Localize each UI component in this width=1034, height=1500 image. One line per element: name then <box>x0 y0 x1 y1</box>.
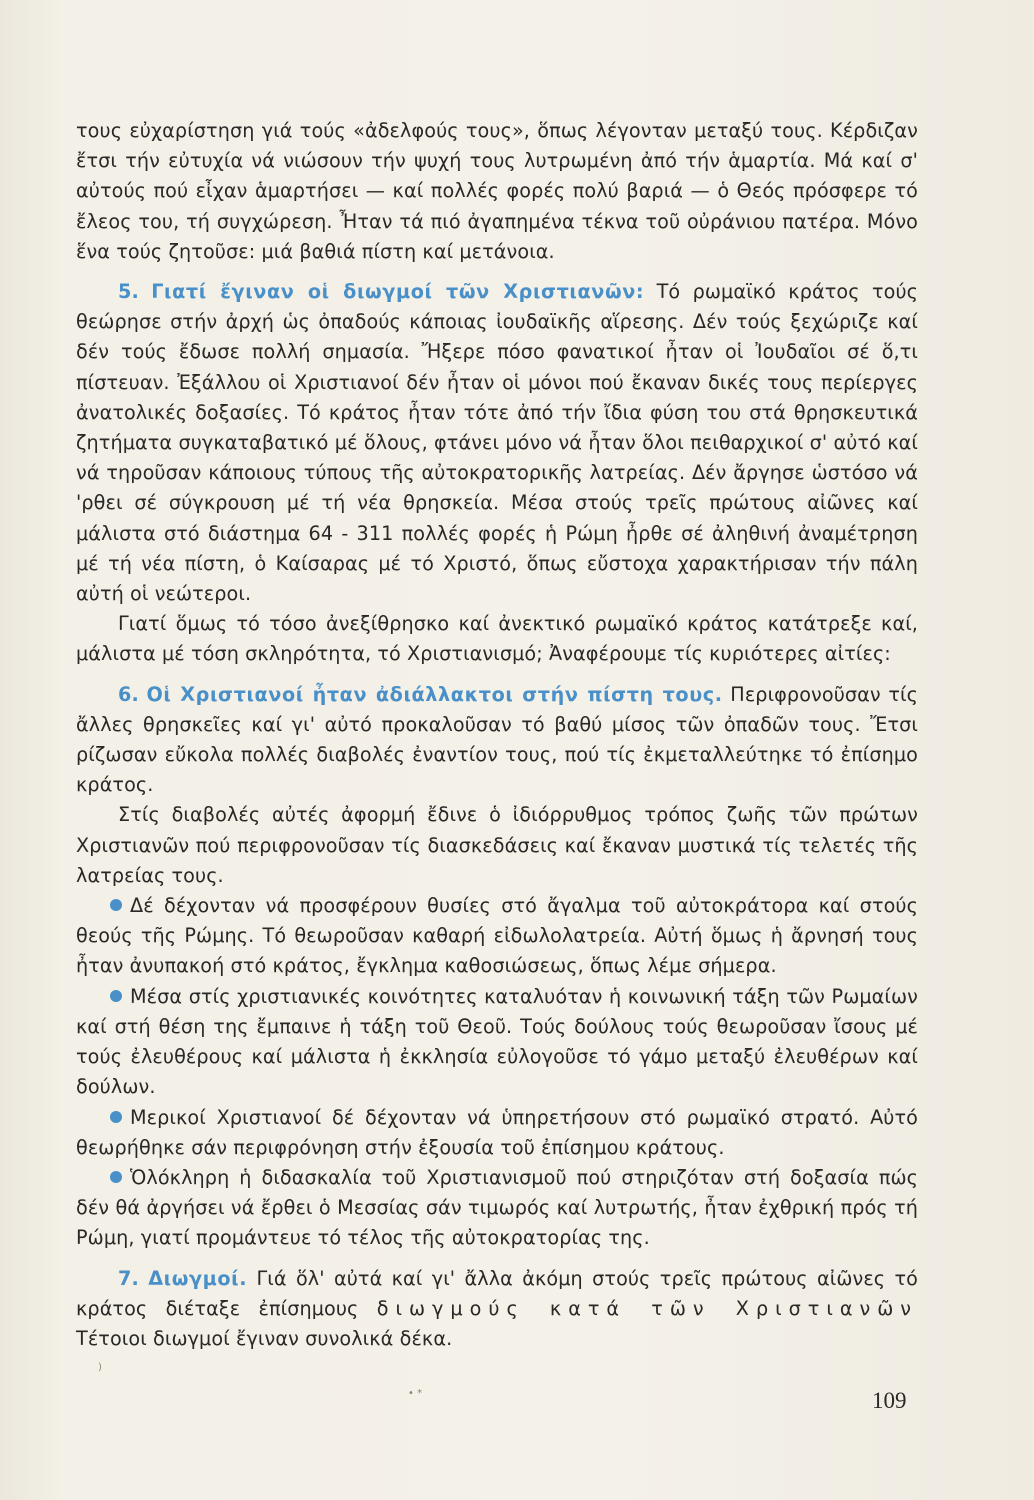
section-7-spaced-text: διωγμούς κατά τῶν Χριστιανῶν <box>376 1296 918 1320</box>
page-body <box>76 116 918 1354</box>
intro-paragraph: τους εὐχαρίστηση γιά τούς «ἀδελφούς τους», ὅπως λέγονταν μεταξύ τους. Κέρδιζαν ἔτσι τήν εὐτυχία νά νιώσουν τήν ψυχή τους λυτρωμένη ἀπό τήν ἁμαρτία. Μά καί σ' αὐτούς πού εἶχαν ἁμαρτήσει — καί πολλές φορές πολύ βαριά — ὁ Θεός πρόσφερε τό ἔλεος του, τή συγχώρεση. Ἦταν τά πιό ἀγαπημένα τέκνα τοῦ οὐράνιου πατέρα. Μόνο ἕνα τούς ζητοῦσε: μιά βαθιά πίστη καί μετάνοια. <box>76 119 918 263</box>
list-item <box>76 1103 918 1163</box>
section-6-title: Οἱ Χριστιανοί ἦταν ἀδιάλλακτοι στήν πίστη τους. <box>146 682 723 706</box>
bullet-icon <box>110 899 122 911</box>
section-6-text: Περιφρονοῦσαν τίς ἄλλες θρησκεῖες καί γι' αὐτό προκαλοῦσαν τό βαθύ μίσος τῶν ὀπαδῶν τους. Ἔτσι ρίζωσαν εὔκολα πολλές διαβολές ἐναντίον τους, πού τίς ἐκμεταλλεύτηκε τό ἐπίσημο κράτος. <box>76 682 919 797</box>
list-item <box>76 891 918 982</box>
section-5-text: Τό ρωμαϊκό κράτος τούς θεώρησε στήν ἀρχή ὡς ὀπαδούς κάποιας ἰουδαϊκῆς αἵρεσης. Δέν τούς ξεχώριζε καί δέν τούς ἔδωσε πολλή σημασία. Ἤξερε πόσο φανατικοί ἦταν οἱ Ἰουδαῖοι σέ ὅ,τι πίστευαν. Ἐξάλλου οἱ Χριστιανοί δέν ἦταν οἱ μόνοι πού ἔκαναν δικές τους περίεργες ἀνατολικές δοξασίες. Τό κράτος ἦταν τότε ἀπό τήν ἴδια φύση του στά θρησκευτικά ζητήματα συγκαταβατικό μέ ὅλους, φτάνει μόνο νά ἦταν ὅλοι πειθαρχικοί σ' αὐτό καί νά τηροῦσαν κάποιους τύπους τῆς αὐτοκρατορικῆς λατρείας. Δέν ἄργησε ὡστόσο νά 'ρθει σέ σύγκρουση μέ τή νέα θρησκεία. Μέσα στούς τρεῖς πρώτους αἰῶνες καί μάλιστα στό διάστημα 64 - 311 πολλές φορές ἡ Ρώμη ἦρθε σέ ἀληθινή ἀναμέτρηση μέ τή νέα πίστη, ὁ Καίσαρας μέ τό Χριστό, ὅπως εὔστοχα χαρακτήρισαν τήν πάλη αὐτή οἱ νεώτεροι. <box>76 280 919 606</box>
print-speck: • * <box>408 1388 423 1399</box>
page-number: 109 <box>872 1388 907 1413</box>
bullet-icon <box>110 1111 122 1123</box>
bullet-icon <box>110 1171 122 1183</box>
section-7-text-end: Τέτοιοι διωγμοί ἔγιναν συνολικά δέκα. <box>76 1326 453 1350</box>
list-item <box>76 1163 918 1254</box>
section-5-title: Γιατί ἔγιναν οἱ διωγμοί τῶν Χριστιανῶν: <box>151 280 645 304</box>
print-speck: ) <box>98 1362 102 1373</box>
bullet-icon <box>110 990 122 1002</box>
section-7-paragraph <box>76 1264 918 1355</box>
section-6-paragraph <box>76 680 918 801</box>
list-item <box>76 982 918 1103</box>
section-7-title: Διωγμοί. <box>148 1266 248 1290</box>
list-item-text: Μερικοί Χριστιανοί δέ δέχονταν νά ὑπηρετήσουν στό ρωμαϊκό στρατό. Αὐτό θεωρήθηκε σάν περιφρόνηση στήν ἐξουσία τοῦ ἐπίσημου κράτους. <box>76 1105 918 1159</box>
section-5-followup: Γιατί ὅμως τό τόσο ἀνεξίθρησκο καί ἀνεκτικό ρωμαϊκό κράτος κατάτρεξε καί, μάλιστα μέ τόση σκληρότητα, τό Χριστιανισμό; Ἀναφέρουμε τίς κυριότερες αἰτίες: <box>76 612 918 666</box>
list-item-text: Μέσα στίς χριστιανικές κοινότητες καταλυόταν ἡ κοινωνική τάξη τῶν Ρωμαίων καί στή θέση της ἔμπαινε ἡ τάξη τοῦ Θεοῦ. Τούς δούλους τούς θεωροῦσαν ἴσους μέ τούς ἐλευθέρους καί μάλιστα ἡ ἐκκλησία εὐλογοῦσε τό γάμο μεταξύ ἐλευθέρων καί δούλων. <box>76 984 918 1099</box>
section-6-number: 6. <box>118 682 139 706</box>
list-item-text: Δέ δέχονταν νά προσφέρουν θυσίες στό ἄγαλμα τοῦ αὐτοκράτορα καί στούς θεούς τῆς Ρώμης. Τό θεωροῦσαν καθαρή εἰδωλολατρεία. Αὐτή ὅμως ἡ ἄρνησή τους ἦταν ἀνυπακοή στό κράτος, ἔγκλημα καθοσιώσεως, ὅπως λέμε σήμερα. <box>76 894 918 978</box>
section-7-text: Γιά ὅλ' αὐτά καί γι' ἄλλα ἀκόμη στούς τρεῖς πρώτους αἰῶνες τό κράτος διέταξε ἐπίσημους <box>76 1266 918 1320</box>
section-5-number: 5. <box>118 280 139 304</box>
list-item-text: Ὁλόκληρη ἡ διδασκαλία τοῦ Χριστιανισμοῦ πού στηριζόταν στή δοξασία πώς δέν θά ἀργήσει νά ἔρθει ὁ Μεσσίας σάν τιμωρός καί λυτρωτής, ἦταν ἐχθρική πρός τή Ρώμη, γιατί προμάντευε τό τέλος τῆς αὐτοκρατορίας της. <box>76 1165 918 1250</box>
section-5-paragraph <box>76 277 918 609</box>
section-6-paragraph-2: Στίς διαβολές αὐτές ἀφορμή ἔδινε ὁ ἰδιόρρυθμος τρόπος ζωῆς τῶν πρώτων Χριστιανῶν πού περιφρονοῦσαν τίς διασκεδάσεις καί ἔκαναν μυστικά τίς τελετές τῆς λατρείας τους. <box>76 803 918 887</box>
section-7-number: 7. <box>118 1266 139 1290</box>
